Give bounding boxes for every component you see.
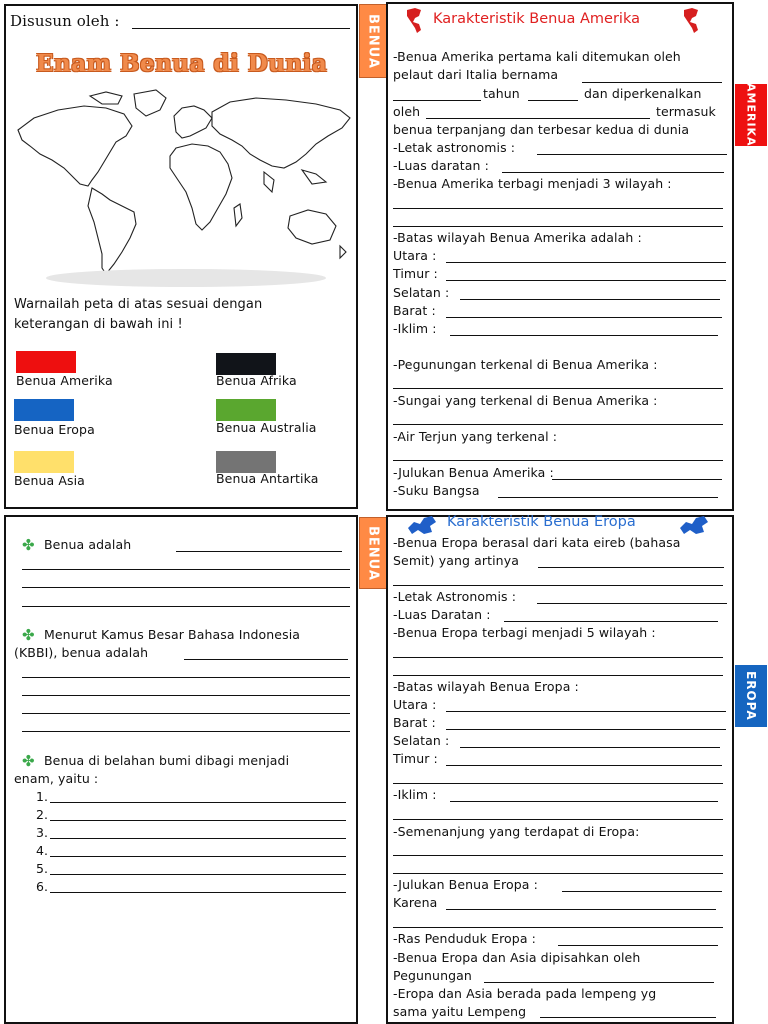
am-utara-label: Utara : bbox=[393, 248, 437, 263]
europe-icon-left bbox=[406, 514, 438, 536]
instruction-line-1: Warnailah peta di atas sesuai dengan bbox=[14, 297, 263, 312]
am-suku-label: -Suku Bangsa bbox=[393, 483, 480, 498]
eu-input-ras[interactable] bbox=[558, 945, 718, 946]
tab-amerika: AMERIKA bbox=[735, 84, 767, 146]
eu-wilayah-label: -Benua Eropa terbagi menjadi 5 wilayah : bbox=[393, 625, 656, 640]
eu-ras-label: -Ras Penduduk Eropa : bbox=[393, 931, 536, 946]
eu-input-luas[interactable] bbox=[504, 621, 718, 622]
am-line-1: -Benua Amerika pertama kali ditemukan oleh bbox=[393, 49, 681, 64]
q1-input-3[interactable] bbox=[22, 587, 350, 588]
amerika-title: Karakteristik Benua Amerika bbox=[433, 11, 640, 27]
eropa-title: Karakteristik Benua Eropa bbox=[447, 514, 636, 530]
eu-lempeng-label-b: sama yaitu Lempeng bbox=[393, 1004, 527, 1019]
eu-input-barat[interactable] bbox=[446, 729, 726, 730]
am-sungai-label: -Sungai yang terkenal di Benua Amerika : bbox=[393, 393, 658, 408]
eu-lempeng-label-a: -Eropa dan Asia berada pada lempeng yg bbox=[393, 986, 657, 1001]
legend-label-antartika: Benua Antartika bbox=[216, 471, 319, 486]
am-input-oleh[interactable] bbox=[426, 118, 650, 119]
q3-num-5: 5. bbox=[36, 861, 49, 876]
q2-input-2[interactable] bbox=[22, 677, 350, 678]
tab-benua-top: BENUA bbox=[359, 4, 387, 78]
q2-label-a: Menurut Kamus Besar Bahasa Indonesia bbox=[44, 627, 301, 642]
am-selatan-label: Selatan : bbox=[393, 285, 450, 300]
tab-eropa: EROPA bbox=[735, 665, 767, 727]
am-input-wilayah-1[interactable] bbox=[393, 208, 723, 209]
eu-selatan-label: Selatan : bbox=[393, 733, 450, 748]
q3-input-5[interactable] bbox=[50, 874, 346, 875]
eu-pegunungan-label: Pegunungan bbox=[393, 968, 472, 983]
q3-input-6[interactable] bbox=[50, 892, 346, 893]
am-tahun-label: tahun bbox=[483, 86, 520, 101]
am-input-julukan[interactable] bbox=[552, 479, 722, 480]
q2-label-b: (KBBI), benua adalah bbox=[14, 645, 149, 660]
eu-dipisahkan-label: -Benua Eropa dan Asia dipisahkan oleh bbox=[393, 950, 641, 965]
q3-input-1[interactable] bbox=[50, 802, 346, 803]
eu-input-artinya-2[interactable] bbox=[393, 585, 723, 586]
swatch-amerika bbox=[16, 351, 76, 373]
am-letak-label: -Letak astronomis : bbox=[393, 140, 516, 155]
eu-batas-label: -Batas wilayah Benua Eropa : bbox=[393, 679, 579, 694]
legend-label-eropa: Benua Eropa bbox=[14, 422, 95, 437]
am-line-benua-terpanjang: benua terpanjang dan terbesar kedua di dunia bbox=[393, 122, 690, 137]
name-input-line[interactable] bbox=[132, 28, 350, 29]
q3-input-4[interactable] bbox=[50, 856, 346, 857]
am-input-utara[interactable] bbox=[446, 262, 726, 263]
am-input-airterjun[interactable] bbox=[393, 460, 723, 461]
q3-num-1: 1. bbox=[36, 789, 49, 804]
disusun-oleh-label: Disusun oleh : bbox=[10, 12, 120, 30]
am-timur-label: Timur : bbox=[393, 266, 438, 281]
eu-input-semenanjung-2[interactable] bbox=[393, 873, 723, 874]
eu-input-lempeng[interactable] bbox=[540, 1017, 716, 1018]
legend-label-asia: Benua Asia bbox=[14, 473, 85, 488]
am-termasuk-label: termasuk bbox=[656, 104, 716, 119]
am-pegunungan-label: -Pegunungan terkenal di Benua Amerika : bbox=[393, 357, 658, 372]
eu-input-iklim-2[interactable] bbox=[393, 819, 723, 820]
am-input-barat[interactable] bbox=[446, 317, 722, 318]
americas-icon-left bbox=[405, 6, 431, 34]
am-input-tahun[interactable] bbox=[528, 100, 578, 101]
swatch-eropa bbox=[14, 399, 74, 421]
eu-input-julukan[interactable] bbox=[562, 891, 722, 892]
am-diperkenalkan-label: dan diperkenalkan bbox=[584, 86, 702, 101]
q1-label: Benua adalah bbox=[44, 537, 132, 552]
eu-input-karena-2[interactable] bbox=[393, 927, 723, 928]
am-oleh-label: oleh bbox=[393, 104, 421, 119]
instruction-line-2: keterangan di bawah ini ! bbox=[14, 317, 183, 332]
clover-icon-2: ✤ bbox=[22, 626, 35, 644]
eu-letak-label: -Letak Astronomis : bbox=[393, 589, 517, 604]
eu-input-letak[interactable] bbox=[537, 603, 727, 604]
am-iklim-label: -Iklim : bbox=[393, 321, 437, 336]
q3-num-3: 3. bbox=[36, 825, 49, 840]
am-wilayah-label: -Benua Amerika terbagi menjadi 3 wilayah : bbox=[393, 176, 672, 191]
q2-input-4[interactable] bbox=[22, 713, 350, 714]
q3-num-2: 2. bbox=[36, 807, 49, 822]
swatch-asia bbox=[14, 451, 74, 473]
eu-barat-label: Barat : bbox=[393, 715, 436, 730]
eu-input-karena[interactable] bbox=[446, 909, 716, 910]
q3-num-6: 6. bbox=[36, 879, 49, 894]
eu-utara-label: Utara : bbox=[393, 697, 437, 712]
europe-icon-right bbox=[678, 514, 710, 536]
am-input-timur[interactable] bbox=[446, 280, 726, 281]
eu-input-timur[interactable] bbox=[446, 765, 722, 766]
q3-num-4: 4. bbox=[36, 843, 49, 858]
am-input-suku[interactable] bbox=[498, 497, 718, 498]
q3-label-a: Benua di belahan bumi dibagi menjadi bbox=[44, 753, 290, 768]
am-airterjun-label: -Air Terjun yang terkenal : bbox=[393, 429, 558, 444]
eu-input-utara[interactable] bbox=[446, 711, 726, 712]
am-input-letak[interactable] bbox=[537, 154, 727, 155]
americas-icon-right bbox=[682, 6, 708, 34]
q3-input-3[interactable] bbox=[50, 838, 346, 839]
q3-label-b: enam, yaitu : bbox=[14, 771, 99, 786]
legend-label-australia: Benua Australia bbox=[216, 420, 317, 435]
eu-semenanjung-label: -Semenanjung yang terdapat di Eropa: bbox=[393, 824, 640, 839]
legend-label-afrika: Benua Afrika bbox=[216, 373, 297, 388]
clover-icon-1: ✤ bbox=[22, 536, 35, 554]
eu-input-wilayah-2[interactable] bbox=[393, 675, 723, 676]
am-input-pegunungan[interactable] bbox=[393, 388, 723, 389]
eu-input-timur-2[interactable] bbox=[393, 783, 723, 784]
q1-input-4[interactable] bbox=[22, 606, 350, 607]
am-luas-label: -Luas daratan : bbox=[393, 158, 489, 173]
q1-input-2[interactable] bbox=[22, 569, 350, 570]
q1-input-1[interactable] bbox=[176, 551, 342, 552]
q2-input-1[interactable] bbox=[184, 659, 348, 660]
clover-icon-3: ✤ bbox=[22, 752, 35, 770]
am-line-2: pelaut dari Italia bernama bbox=[393, 67, 559, 82]
am-barat-label: Barat : bbox=[393, 303, 436, 318]
eu-input-artinya[interactable] bbox=[538, 567, 724, 568]
am-input-tahun-pre[interactable] bbox=[393, 100, 481, 101]
am-input-selatan[interactable] bbox=[460, 299, 720, 300]
am-julukan-label: -Julukan Benua Amerika : bbox=[393, 465, 554, 480]
eu-line-2: Semit) yang artinya bbox=[393, 553, 519, 568]
q2-input-5[interactable] bbox=[22, 731, 350, 732]
eu-input-semenanjung-1[interactable] bbox=[393, 855, 723, 856]
am-input-wilayah-2[interactable] bbox=[393, 226, 723, 227]
eu-input-selatan[interactable] bbox=[460, 747, 720, 748]
am-input-luas[interactable] bbox=[502, 172, 724, 173]
legend-label-amerika: Benua Amerika bbox=[16, 373, 113, 388]
eu-input-wilayah-1[interactable] bbox=[393, 657, 723, 658]
eu-karena-label: Karena bbox=[393, 895, 438, 910]
eu-input-iklim[interactable] bbox=[450, 801, 718, 802]
world-map-outline bbox=[6, 88, 356, 288]
eu-luas-label: -Luas Daratan : bbox=[393, 607, 491, 622]
am-input-sungai[interactable] bbox=[393, 424, 723, 425]
eu-input-pegunungan[interactable] bbox=[484, 982, 714, 983]
eu-line-1: -Benua Eropa berasal dari kata eireb (bahasa bbox=[393, 535, 681, 550]
am-input-pelaut[interactable] bbox=[582, 82, 722, 83]
swatch-australia bbox=[216, 399, 276, 421]
eu-timur-label: Timur : bbox=[393, 751, 438, 766]
tab-benua-bottom: BENUA bbox=[359, 517, 387, 589]
eu-iklim-label: -Iklim : bbox=[393, 787, 437, 802]
q3-input-2[interactable] bbox=[50, 820, 346, 821]
eu-julukan-label: -Julukan Benua Eropa : bbox=[393, 877, 538, 892]
map-title: Enam Benua di Dunia bbox=[36, 50, 328, 77]
am-input-iklim[interactable] bbox=[450, 335, 718, 336]
q2-input-3[interactable] bbox=[22, 695, 350, 696]
am-batas-label: -Batas wilayah Benua Amerika adalah : bbox=[393, 230, 642, 245]
